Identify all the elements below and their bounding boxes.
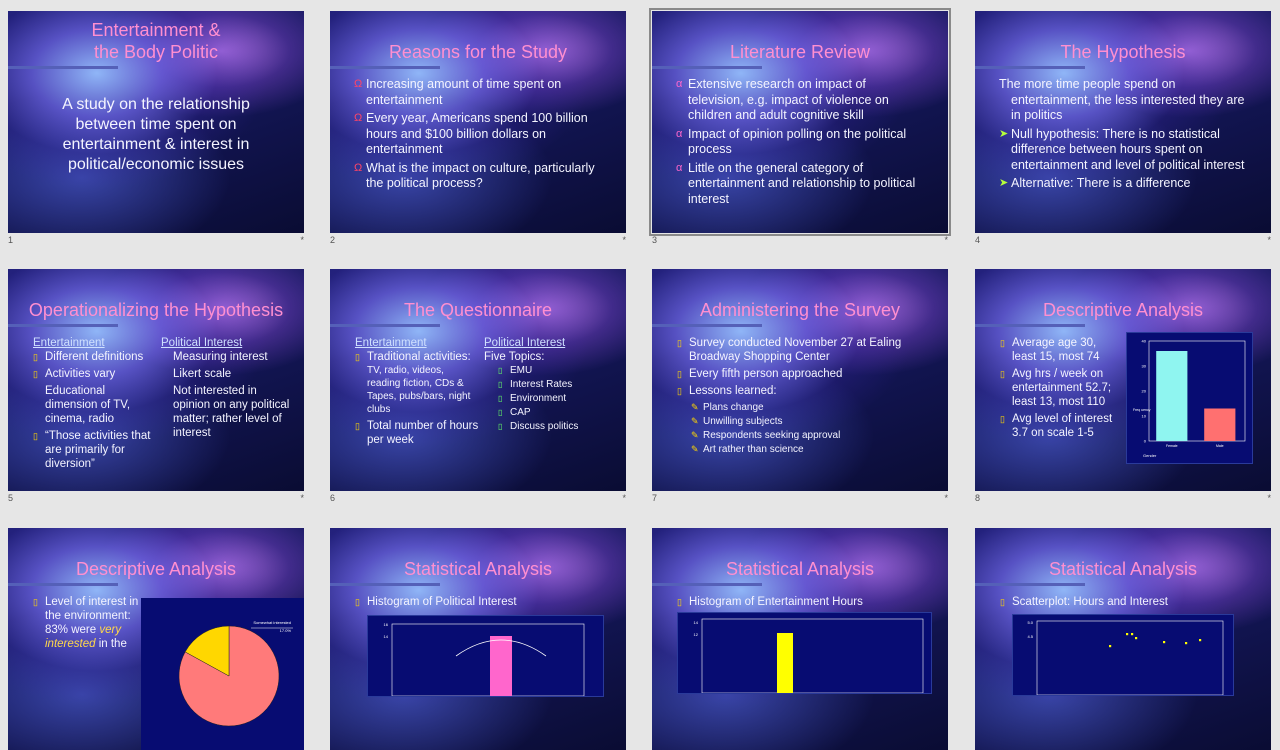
scatter-point bbox=[1109, 645, 1111, 647]
list-item: Ω Increasing amount of time spent on entertainment bbox=[354, 77, 562, 107]
list-item: ▯ Histogram of Political Interest bbox=[355, 596, 517, 608]
list-item: α Extensive research on impact of television, e.g. impact of violence on children and adult cognitive skill bbox=[676, 77, 889, 122]
slide-2-canvas bbox=[330, 11, 626, 233]
slide-title: Statistical Analysis bbox=[1048, 559, 1198, 579]
left-column bbox=[33, 336, 155, 474]
slide-number: 1 bbox=[8, 235, 14, 245]
title-rule bbox=[8, 583, 118, 586]
list-item: ▯ Lessons learned: bbox=[677, 385, 777, 397]
list-item: α Impact of opinion polling on the political process bbox=[676, 126, 907, 156]
box-bullet-icon: ▯ bbox=[677, 386, 682, 396]
list-item: Likert scale bbox=[173, 368, 232, 380]
pencil-bullet-icon: ✎ bbox=[691, 430, 699, 440]
legend-label: Somewhat interested bbox=[253, 620, 291, 625]
slide-number: 3 bbox=[652, 235, 658, 245]
box-bullet-icon: ▯ bbox=[33, 597, 38, 607]
bar-chart-svg bbox=[1127, 333, 1252, 463]
bar bbox=[1156, 351, 1187, 441]
transition-star-icon: * bbox=[300, 235, 304, 245]
list-item: ➤ Null hypothesis: There is no statistical difference between hours spent on entertainment and level of political interest bbox=[999, 126, 1245, 172]
y-tick-label: 10 bbox=[1141, 413, 1146, 419]
column-heading: Political Interest bbox=[161, 337, 243, 349]
bullet-list bbox=[676, 77, 924, 210]
slide-number: 6 bbox=[330, 493, 336, 503]
pencil-bullet-icon: ✎ bbox=[691, 402, 699, 412]
topics-list bbox=[484, 364, 614, 433]
intro-text: The more time people spend on entertainment, the less interested they are in politics bbox=[999, 77, 1245, 122]
slide-title: The Questionnaire bbox=[403, 300, 553, 320]
list-item: ▯ Average age 30, least 15, most 74 bbox=[1000, 337, 1100, 363]
list-item: ▯ Environment bbox=[498, 393, 567, 404]
plot-frame bbox=[392, 624, 584, 696]
legend-value: 17.0% bbox=[279, 628, 291, 633]
list-item: ▯ CAP bbox=[498, 407, 531, 418]
list-item: Educational dimension of TV, cinema, radio bbox=[45, 385, 131, 425]
plot-frame bbox=[1037, 621, 1223, 695]
slide-title: Statistical Analysis bbox=[725, 559, 875, 579]
title-rule bbox=[330, 324, 440, 327]
political-interest-histogram bbox=[367, 615, 604, 697]
list-item: ▯ Every fifth person approached bbox=[677, 368, 843, 380]
slide-9-canvas bbox=[8, 528, 304, 750]
y-tick-label: 20 bbox=[1141, 388, 1146, 394]
box-bullet-icon: ▯ bbox=[677, 338, 682, 348]
slide-thumbnail-11[interactable] bbox=[652, 528, 948, 750]
bullet-list bbox=[677, 595, 863, 612]
slide-thumbnail-4[interactable] bbox=[975, 11, 1271, 245]
slide-thumbnail-12[interactable] bbox=[975, 528, 1271, 750]
bullet-list bbox=[677, 336, 926, 457]
y-tick-label: 16 bbox=[383, 622, 388, 627]
slide-number: 2 bbox=[330, 235, 336, 245]
y-tick-label: 14 bbox=[693, 620, 698, 625]
box-bullet-icon: ▯ bbox=[355, 421, 360, 431]
slide-title: Literature Review bbox=[729, 42, 871, 62]
box-bullet-icon: ▯ bbox=[1000, 597, 1005, 607]
list-item: Not interested in opinion on any political matter; rather level of interest bbox=[173, 385, 290, 439]
scatter-point bbox=[1135, 637, 1137, 639]
y-tick-label: 5.0 bbox=[1027, 620, 1033, 625]
list-item: ▯ EMU bbox=[498, 365, 533, 376]
slide-thumbnail-9[interactable] bbox=[8, 528, 304, 750]
column-heading: Political Interest bbox=[484, 337, 566, 349]
bullet-list bbox=[354, 77, 606, 195]
transition-star-icon: * bbox=[1267, 235, 1271, 245]
gender-bar-chart bbox=[1126, 332, 1253, 464]
title-rule bbox=[652, 583, 762, 586]
right-column bbox=[484, 336, 614, 434]
list-item: ▯ Level of interest in the environment: 83% were very interested in the bbox=[33, 596, 139, 650]
slide-10-canvas bbox=[330, 528, 626, 750]
box-bullet-icon: ▯ bbox=[1000, 338, 1005, 348]
list-item: ▯ Avg hrs / week on entertainment 52.7; least 13, most 110 bbox=[1000, 368, 1112, 408]
pie-chart-svg bbox=[141, 598, 304, 750]
bullet-list bbox=[1000, 595, 1168, 612]
slide-1-canvas bbox=[8, 11, 304, 233]
scatter-point bbox=[1163, 641, 1165, 643]
box-bullet-icon: ▯ bbox=[1000, 369, 1005, 379]
list-item: ▯ Total number of hours per week bbox=[355, 420, 479, 446]
scatterplot-svg bbox=[1013, 615, 1233, 695]
list-item: ▯ Different definitions bbox=[33, 351, 144, 363]
slide-thumbnail-1[interactable] bbox=[8, 11, 304, 245]
box-bullet-icon: ▯ bbox=[677, 369, 682, 379]
box-bullet-icon: ▯ bbox=[33, 431, 38, 441]
list-item: ▯ “Those activities that are primarily for diversion” bbox=[33, 430, 151, 470]
scatter-point bbox=[1126, 633, 1128, 635]
transition-star-icon: * bbox=[1267, 493, 1271, 503]
omega-bullet-icon: Ω bbox=[354, 78, 363, 90]
list-item: Measuring interest bbox=[173, 351, 268, 363]
title-rule bbox=[8, 324, 118, 327]
slide-12-canvas bbox=[975, 528, 1271, 750]
list-item: ✎ Unwilling subjects bbox=[691, 416, 783, 427]
list-item: ▯ Interest Rates bbox=[498, 379, 573, 390]
slide-number: 8 bbox=[975, 493, 981, 503]
y-tick-label: 30 bbox=[1141, 363, 1146, 369]
list-item: Ω Every year, Americans spend 100 billion hours and $100 billion dollars on entertainment bbox=[354, 111, 588, 156]
hours-interest-scatterplot bbox=[1012, 614, 1234, 696]
column-heading: Entertainment bbox=[33, 337, 105, 349]
bullet-list bbox=[33, 595, 143, 654]
plot-frame bbox=[702, 619, 923, 693]
slide-7-canvas bbox=[652, 269, 948, 491]
box-bullet-icon: ▯ bbox=[33, 352, 38, 362]
list-item: ▯ Scatterplot: Hours and Interest bbox=[1000, 596, 1168, 608]
x-tick-label: Female bbox=[1165, 444, 1178, 448]
transition-star-icon: * bbox=[944, 493, 948, 503]
entertainment-hours-histogram bbox=[677, 612, 932, 694]
box-bullet-icon: ▯ bbox=[498, 408, 503, 417]
left-column bbox=[355, 336, 480, 450]
right-column bbox=[161, 336, 291, 443]
box-bullet-icon: ▯ bbox=[355, 352, 360, 362]
slide-thumbnail-3[interactable] bbox=[652, 11, 948, 245]
list-item: ▯ Discuss politics bbox=[498, 421, 579, 432]
list-item: ✎ Plans change bbox=[691, 402, 764, 413]
title-rule bbox=[975, 66, 1085, 69]
bar bbox=[490, 636, 512, 696]
scatter-point bbox=[1131, 633, 1133, 635]
slide-thumbnail-7[interactable] bbox=[652, 269, 948, 503]
sub-list bbox=[677, 401, 926, 456]
alpha-bullet-icon: α bbox=[676, 127, 683, 140]
slide-thumbnail-8[interactable] bbox=[975, 269, 1271, 503]
slide-title: Reasons for the Study bbox=[388, 42, 568, 62]
topics-intro: Five Topics: bbox=[484, 351, 545, 363]
transition-star-icon: * bbox=[300, 493, 304, 503]
pencil-bullet-icon: ✎ bbox=[691, 416, 699, 426]
y-axis-label: Freq uency bbox=[1133, 408, 1151, 412]
subtitle-text: A study on the relationship between time spent on entertainment & interest in political/economic issues bbox=[62, 96, 250, 173]
slide-title: Operationalizing the Hypothesis bbox=[28, 300, 284, 320]
box-bullet-icon: ▯ bbox=[498, 394, 503, 403]
transition-star-icon: * bbox=[622, 493, 626, 503]
slide-8-canvas bbox=[975, 269, 1271, 491]
list-item: α Little on the general category of entertainment and relationship to political interest bbox=[676, 160, 916, 206]
alpha-bullet-icon: α bbox=[676, 78, 683, 90]
list-item: ▯ Traditional activities: TV, radio, videos, reading fiction, CDs & Tapes, pubs/bars, night clubs bbox=[355, 350, 480, 416]
list-item: ✎ Art rather than science bbox=[691, 444, 804, 455]
omega-bullet-icon: Ω bbox=[354, 112, 363, 124]
slide-3-canvas bbox=[652, 11, 948, 233]
title-rule bbox=[975, 324, 1085, 327]
title-rule bbox=[652, 66, 762, 69]
slide-number: 4 bbox=[975, 235, 981, 245]
sub-text: TV, radio, videos, reading fiction, CDs & Tapes, pubs/bars, night clubs bbox=[367, 365, 471, 415]
bullet-list bbox=[999, 77, 1249, 195]
slide-11-canvas bbox=[652, 528, 948, 750]
arrow-bullet-icon: ➤ bbox=[999, 177, 1009, 189]
list-item: ➤ Alternative: There is a difference bbox=[999, 176, 1191, 190]
bar bbox=[1204, 409, 1235, 442]
y-tick-label: 14 bbox=[383, 634, 388, 639]
list-item: ▯ Survey conducted November 27 at Ealing Broadway Shopping Center bbox=[677, 337, 902, 363]
slide-thumbnail-2[interactable] bbox=[330, 11, 626, 245]
list-item: ✎ Respondents seeking approval bbox=[691, 430, 841, 441]
list-item: ▯ Activities vary bbox=[33, 368, 116, 380]
title-rule bbox=[330, 583, 440, 586]
slide-title: Administering the Survey bbox=[699, 300, 901, 320]
transition-star-icon: * bbox=[622, 235, 626, 245]
slide-thumbnail-6[interactable] bbox=[330, 269, 626, 503]
box-bullet-icon: ▯ bbox=[498, 366, 503, 375]
arrow-bullet-icon: ➤ bbox=[999, 127, 1009, 140]
slide-title: Descriptive Analysis bbox=[1042, 300, 1204, 320]
bullet-list bbox=[1000, 336, 1122, 443]
omega-bullet-icon: Ω bbox=[354, 161, 363, 174]
box-bullet-icon: ▯ bbox=[498, 380, 503, 389]
slide-thumbnail-5[interactable] bbox=[8, 269, 304, 503]
slide-title: Descriptive Analysis bbox=[75, 559, 237, 579]
y-tick-label: 40 bbox=[1141, 338, 1146, 344]
y-tick-label: 0 bbox=[1143, 438, 1146, 444]
slide-number: 7 bbox=[652, 493, 658, 503]
title-rule bbox=[330, 66, 440, 69]
title-rule bbox=[652, 324, 762, 327]
list-item: ▯ Avg level of interest 3.7 on scale 1-5 bbox=[1000, 413, 1113, 439]
histogram-svg bbox=[678, 613, 931, 693]
bullet-list bbox=[355, 595, 517, 612]
slide-thumbnail-10[interactable] bbox=[330, 528, 626, 750]
slide-5-canvas bbox=[8, 269, 304, 491]
box-bullet-icon: ▯ bbox=[1000, 414, 1005, 424]
list-item: ▯ Histogram of Entertainment Hours bbox=[677, 596, 863, 608]
histogram-svg bbox=[368, 616, 603, 696]
pencil-bullet-icon: ✎ bbox=[691, 444, 699, 454]
box-bullet-icon: ▯ bbox=[677, 597, 682, 607]
slide-title: The Hypothesis bbox=[1060, 42, 1186, 62]
slide-4-canvas bbox=[975, 11, 1271, 233]
alpha-bullet-icon: α bbox=[676, 161, 683, 174]
environment-pie-chart bbox=[141, 598, 304, 750]
transition-star-icon: * bbox=[944, 235, 948, 245]
title-rule bbox=[975, 583, 1085, 586]
y-tick-label: 12 bbox=[693, 632, 698, 637]
box-bullet-icon: ▯ bbox=[498, 422, 503, 431]
y-tick-label: 4.5 bbox=[1027, 634, 1033, 639]
bar bbox=[777, 633, 793, 693]
list-item: Ω What is the impact on culture, particularly the political process? bbox=[354, 160, 595, 190]
slide-6-canvas bbox=[330, 269, 626, 491]
slide-title: Entertainment & the Body Politic bbox=[91, 20, 221, 62]
x-tick-label: Male bbox=[1216, 444, 1224, 448]
scatter-point bbox=[1199, 639, 1201, 641]
box-bullet-icon: ▯ bbox=[355, 597, 360, 607]
slide-title: Statistical Analysis bbox=[403, 559, 553, 579]
title-rule bbox=[8, 66, 118, 69]
slide-number: 5 bbox=[8, 493, 14, 503]
column-heading: Entertainment bbox=[355, 337, 427, 349]
x-axis-label: Gender bbox=[1143, 453, 1157, 458]
box-bullet-icon: ▯ bbox=[33, 369, 38, 379]
